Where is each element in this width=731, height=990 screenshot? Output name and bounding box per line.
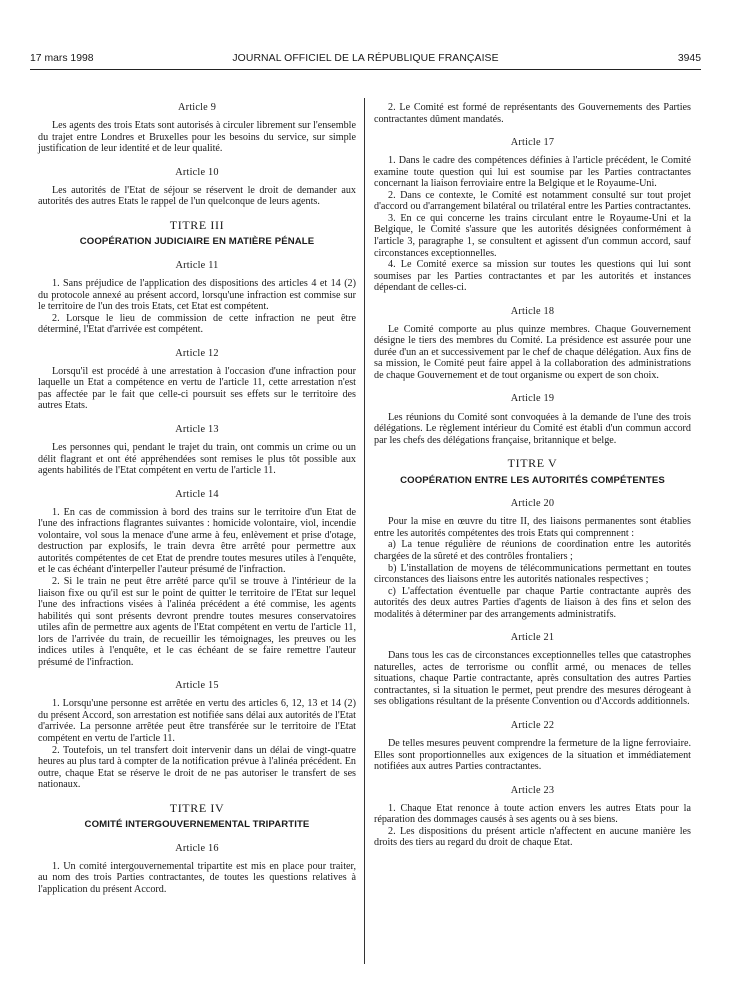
article-paragraph: 1. Lorsqu'une personne est arrêtée en vertu des articles 6, 12, 13 et 14 (2) du présent Accord, son arrestation est notifiée sans délai aux autorités de l'Etat d'arrivée. La personne arrêtée peut être transférée sur le territoire de l'Etat compétent en vertu de l'article 11. <box>38 698 356 745</box>
article-paragraph: b) L'installation de moyens de télécommunications permettant en toutes circonstances des liaisons entre les autorités nationales respectives ; <box>374 562 691 586</box>
article-paragraph: 1. Sans préjudice de l'application des dispositions des articles 4 et 14 (2) du protocole annexé au présent accord, lorsqu'une infraction est commise sur le territoire de l'un des trois Etats, cet Etat est compétent. <box>38 277 356 313</box>
article-paragraph: Les personnes qui, pendant le trajet du train, ont commis un crime ou un délit flagrant et ont été appréhendées sont remises le plus tôt possible aux agents habilités de l'Etat compétent en vertu de l'article 11. <box>38 441 356 477</box>
section-title: TITRE IV <box>169 800 225 815</box>
article-13 <box>38 424 356 477</box>
article-continuation <box>374 102 691 125</box>
article-paragraph: Les autorités de l'Etat de séjour se réservent le droit de demander aux autorités des autres Etats le rappel de l'un quelconque de leurs agents. <box>38 184 356 208</box>
article-paragraph: 1. Dans le cadre des compétences définies à l'article précédent, le Comité examine toute question qui lui est soumise par les Parties contractantes concernant la liaison ferroviaire entre la Belgique et le Royaume-Uni. <box>374 155 691 190</box>
page-header <box>30 53 701 69</box>
article-heading: Article 11 <box>175 259 219 271</box>
article-heading: Article 19 <box>510 393 555 405</box>
article-paragraph: De telles mesures peuvent comprendre la fermeture de la ligne ferroviaire. Elles sont proportionnelles aux exigences de la situation et immédiatement notifiées aux autres Parties contractantes. <box>374 738 691 773</box>
article-21 <box>374 632 691 708</box>
article-11 <box>38 260 356 336</box>
section-titre-v <box>374 458 691 486</box>
article-paragraph: 2. Les dispositions du présent article n'affectent en aucune manière les droits des tiers au regard du droit de chaque Etat. <box>374 825 691 849</box>
left-column <box>38 102 356 908</box>
journal-title: JOURNAL OFFICIEL DE LA RÉPUBLIQUE FRANÇAISE <box>232 53 499 64</box>
section-titre-iii <box>38 217 356 248</box>
article-15 <box>38 680 356 790</box>
article-paragraph: Pour la mise en œuvre du titre II, des liaisons permanentes sont établies entre les autorités compétentes des trois Etats qui comprennent : <box>374 516 691 539</box>
article-paragraph: 1. En cas de commission à bord des trains sur le territoire d'un Etat de l'une des infractions flagrantes suivantes : homicide volontaire, viol, incendie volontaire, vol sous la menace d'une arme à feu, enlèvement et prise d'otage, destruction par explosifs, le train devra être arrêté pour permettre aux autorités compétentes de cet Etat de prendre toutes mesures utiles à l'enquête, et le cas échéant d'interpeller l'auteur présumé de l'infraction. <box>38 506 356 576</box>
article-heading: Article 23 <box>510 784 555 796</box>
article-paragraph: 4. Le Comité exerce sa mission sur toutes les questions qui lui sont soumises par les Parties contractantes et par les autorités et instances dépendant de celles-ci. <box>374 259 691 294</box>
article-23 <box>374 785 691 849</box>
article-heading: Article 18 <box>510 305 555 317</box>
article-heading: Article 21 <box>510 632 555 644</box>
article-paragraph: c) L'affectation éventuelle par chaque Partie contractante auprès des autorités des deux autres Parties d'agents de liaison à des fins et selon des modalités à déterminer par des arrangements administratifs. <box>374 585 691 620</box>
section-title: TITRE III <box>169 217 225 232</box>
article-heading: Article 14 <box>175 488 219 500</box>
article-heading: Article 9 <box>177 102 217 113</box>
article-paragraph: 1. Un comité intergouvernemental tripartite est mis en place pour traiter, au nom des trois Parties contractantes, de toutes les questions relatives à l'application du présent Accord. <box>38 860 356 895</box>
article-paragraph: a) La tenue régulière de réunions de coordination entre les autorités chargées de la sûreté et des contrôles frontaliers ; <box>374 539 691 562</box>
article-paragraph: 3. En ce qui concerne les trains circulant entre le Royaume-Uni et la Belgique, le Comité s'assure que les autorités désignées conformément à l'article 3, paragraphe 1, se consultent et agissent d'un commun accord, sauf circonstances exceptionnelles. <box>374 212 691 259</box>
article-paragraph: 2. Si le train ne peut être arrêté parce qu'il se trouve à l'intérieur de la liaison fixe ou qu'il est sur le point de quitter le territoire de l'Etat sur lequel l'une des infractions visées à l'alinéa précédent a été commise, les agents habilités qui sont présents devront prendre toutes mesures conservatoires utiles afin de permettre aux agents de l'Etat compétent en vertu de l'article 11, lors de l'arrivée du train, de recueillir les témoignages, les preuves ou les indices utiles à l'enquête, et le cas échéant de se faire remettre l'auteur présumé de l'infraction. <box>38 575 356 668</box>
article-paragraph: Le Comité comporte au plus quinze membres. Chaque Gouvernement désigne le tiers des membres du Comité. La présidence est assurée pour une durée d'un an et successivement par le chef de chaque délégation. Aux fins de sa mission, le Comité peut faire appel à la collaboration des administrations de chaque Gouvernement et de tout organisme ou expert de son choix. <box>374 323 691 381</box>
article-paragraph: Les agents des trois Etats sont autorisés à circuler librement sur l'ensemble du trajet entre Londres et Bruxelles pour les besoins du service, sur simple justification de leur identité et de leur qualité. <box>38 120 356 155</box>
article-17 <box>374 137 691 294</box>
article-19 <box>374 393 691 446</box>
article-paragraph: 2. Toutefois, un tel transfert doit intervenir dans un délai de vingt-quatre heures au plus tard à compter de la notification prévue à l'alinéa précédent. En outre, chaque Etat se réserve le droit de ne pas autoriser le transfert de ses nationaux. <box>38 744 356 791</box>
section-subtitle: COOPÉRATION JUDICIAIRE EN MATIÈRE PÉNALE <box>79 236 315 248</box>
column-divider <box>364 98 365 964</box>
section-title: TITRE V <box>507 456 558 471</box>
article-paragraph: Dans tous les cas de circonstances exceptionnelles telles que catastrophes naturelles, actes de terrorisme ou conflit armé, ou menaces de telles situations, chaque Partie contractante, après consultation des autres Parties contractantes, si la situation le permet, peut prendre des mesures dérogeant à ses obligations résultant de la présente Convention ou d'Accords additionnels. <box>374 650 691 708</box>
article-heading: Article 13 <box>175 423 219 435</box>
article-heading: Article 15 <box>175 680 219 692</box>
header-rule <box>30 69 701 70</box>
section-titre-iv <box>38 800 356 831</box>
article-paragraph: 2. Lorsque le lieu de commission de cette infraction ne peut être déterminé, l'Etat d'arrivée est compétent. <box>38 312 356 336</box>
section-subtitle: COMITÉ INTERGOUVERNEMENTAL TRIPARTITE <box>84 819 310 831</box>
article-paragraph: 1. Chaque Etat renonce à toute action envers les autres Etats pour la réparation des dommages causés à ses agents ou à ses biens. <box>374 802 691 826</box>
right-column <box>374 102 691 861</box>
article-20 <box>374 498 691 620</box>
article-paragraph: 2. Dans ce contexte, le Comité est notamment consulté sur tout projet d'accord ou d'arrangement bilatéral ou trilatéral entre les Parties contractantes. <box>374 189 691 213</box>
page-number: 3945 <box>677 53 701 64</box>
article-paragraph: 2. Le Comité est formé de représentants des Gouvernements des Parties contractantes dûment mandatés. <box>374 102 691 125</box>
article-10 <box>38 167 356 208</box>
article-16 <box>38 843 356 896</box>
article-heading: Article 22 <box>510 720 555 732</box>
article-14 <box>38 489 356 669</box>
article-paragraph: Lorsqu'il est procédé à une arrestation à l'occasion d'une infraction pour laquelle un Etat a compétence en vertu de l'article 11, cette arrestation n'est pas affectée par le fait que celle-ci poursuit ses effets sur le territoire des autres Etats. <box>38 365 356 412</box>
section-subtitle: COOPÉRATION ENTRE LES AUTORITÉS COMPÉTENTES <box>400 474 665 486</box>
article-paragraph: Les réunions du Comité sont convoquées à la demande de l'une des trois délégations. Le règlement intérieur du Comité est établi d'un commun accord par les chefs des délégations française, britannique et belge. <box>374 411 691 446</box>
article-heading: Article 16 <box>175 842 219 854</box>
article-heading: Article 20 <box>510 498 555 510</box>
article-heading: Article 12 <box>175 347 219 359</box>
issue-date: 17 mars 1998 <box>30 53 94 64</box>
article-heading: Article 17 <box>510 137 555 149</box>
article-18 <box>374 306 691 382</box>
article-12 <box>38 348 356 412</box>
article-heading: Article 10 <box>175 166 219 178</box>
article-9 <box>38 102 356 155</box>
article-22 <box>374 720 691 773</box>
